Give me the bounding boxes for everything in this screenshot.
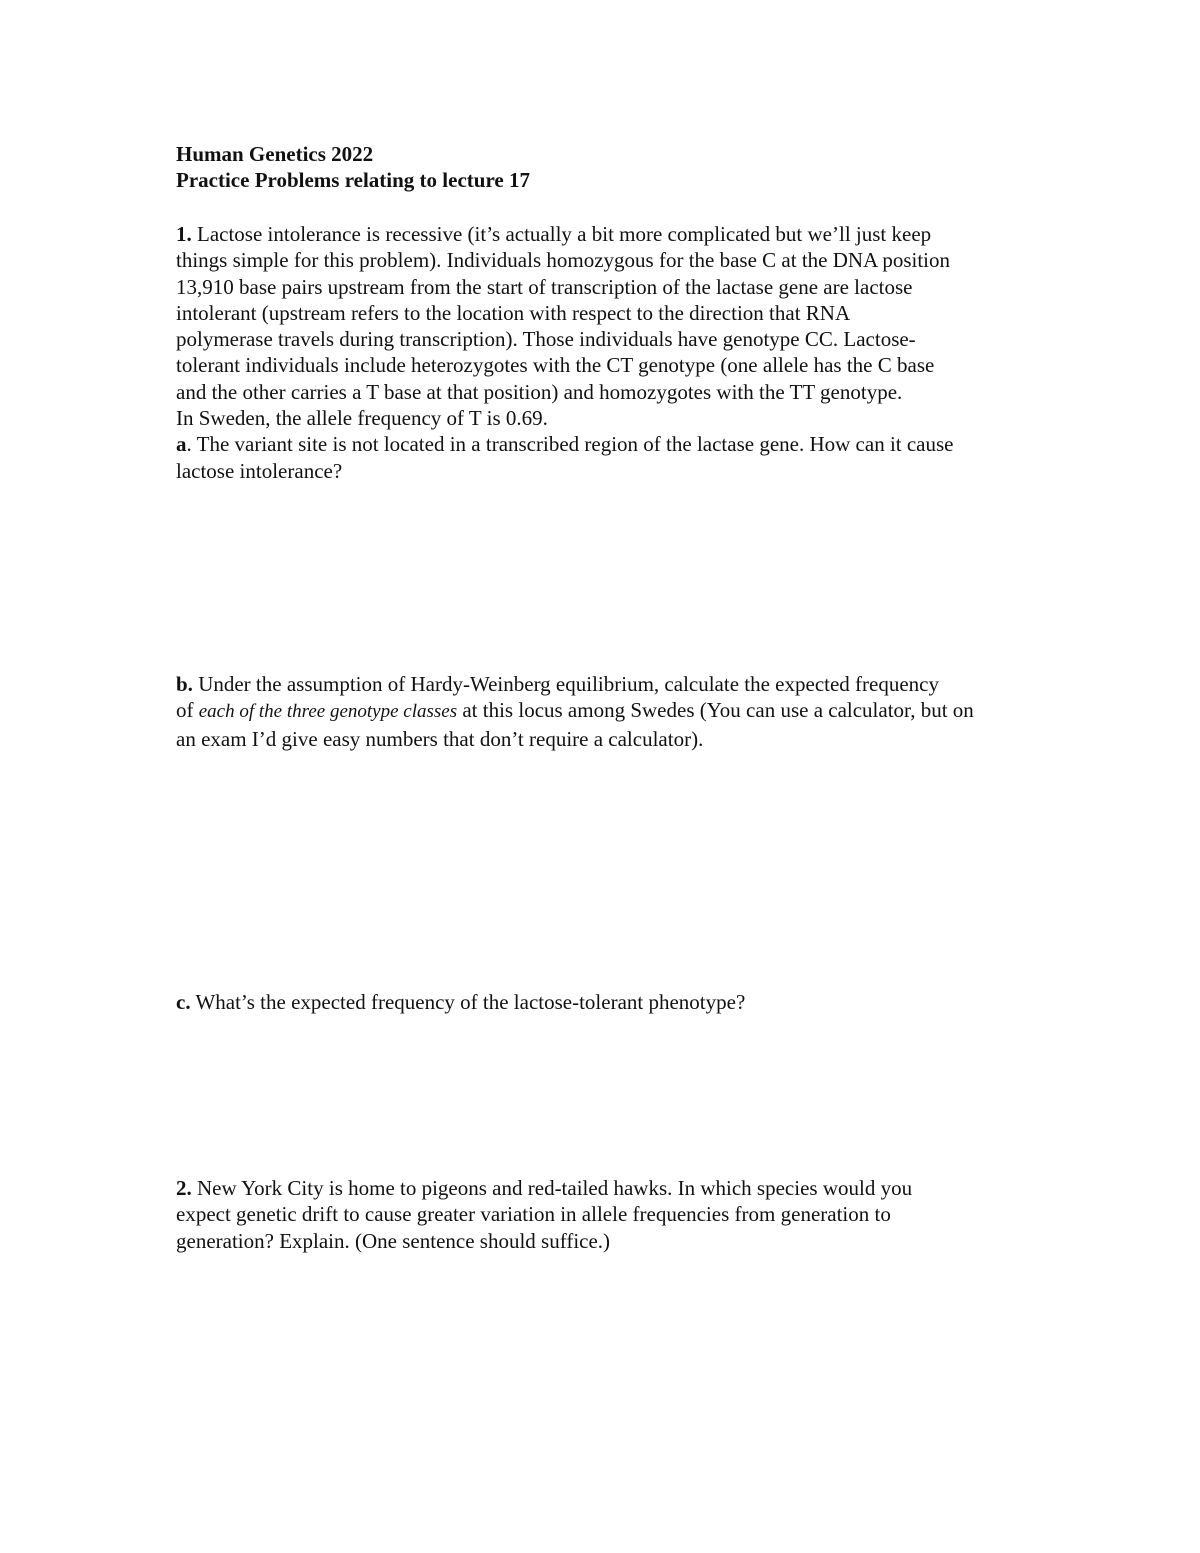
question-1-line-4: intolerant (upstream refers to the location with respect to the direction that RNA <box>176 300 851 325</box>
question-1c <box>176 989 1036 1015</box>
question-1-line-2: things simple for this problem). Individuals homozygous for the base C at the DNA position <box>176 248 950 273</box>
question-1b-label: b. <box>176 672 193 696</box>
question-2-number: 2. <box>176 1176 192 1200</box>
document-subtitle: Practice Problems relating to lecture 17 <box>176 168 530 193</box>
question-1c-line-1 <box>176 989 1036 1015</box>
question-1b <box>176 671 1036 752</box>
question-1b-emphasis: each of the three genotype classes <box>198 701 458 723</box>
question-1-line-7: and the other carries a T base at that position) and homozygotes with the TT genotype. <box>176 379 903 404</box>
question-1b-line-3: an exam I’d give easy numbers that don’t require a calculator). <box>176 726 704 751</box>
question-1-line-3: 13,910 base pairs upstream from the start of transcription of the lactase gene are lactose <box>176 274 913 299</box>
question-1c-text: What’s the expected frequency of the lactose-tolerant phenotype? <box>190 990 746 1014</box>
question-2-line-1 <box>176 1175 1036 1201</box>
question-1a-text-1: . The variant site is not located in a transcribed region of the lactase gene. How can it cause <box>186 432 954 457</box>
document-title: Human Genetics 2022 <box>176 142 374 166</box>
question-1a-line-1 <box>176 431 1036 457</box>
question-2-text-1: New York City is home to pigeons and red-tailed hawks. In which species would you <box>191 1176 913 1200</box>
question-1a-label: a <box>176 432 187 457</box>
question-1-text-1: Lactose intolerance is recessive (it’s actually a bit more complicated but we’ll just keep <box>191 222 932 246</box>
question-1b-line-1 <box>176 671 1036 697</box>
question-1b-text-2b: at this locus among Swedes (You can use a calculator, but on <box>457 698 974 723</box>
question-1-number: 1. <box>176 222 192 246</box>
question-1-line-8: In Sweden, the allele frequency of T is 0.69. <box>176 406 548 431</box>
question-1c-label: c. <box>176 990 191 1014</box>
question-1b-line-2 <box>176 697 1036 725</box>
question-1-line-1 <box>176 221 1036 247</box>
question-1a-line-2: lactose intolerance? <box>176 458 343 483</box>
question-1b-text-1: Under the assumption of Hardy-Weinberg equilibrium, calculate the expected frequency <box>192 672 940 696</box>
question-1b-text-2a: of <box>176 698 199 723</box>
document-header <box>176 141 1036 194</box>
question-2 <box>176 1175 1036 1254</box>
question-2-line-3: generation? Explain. (One sentence should suffice.) <box>176 1228 611 1253</box>
question-2-line-2: expect genetic drift to cause greater variation in allele frequencies from generation to <box>176 1202 891 1227</box>
question-1-line-5: polymerase travels during transcription). Those individuals have genotype CC. Lactose- <box>176 327 916 352</box>
question-1-line-6: tolerant individuals include heterozygotes with the CT genotype (one allele has the C base <box>176 353 935 378</box>
question-1 <box>176 221 1036 484</box>
